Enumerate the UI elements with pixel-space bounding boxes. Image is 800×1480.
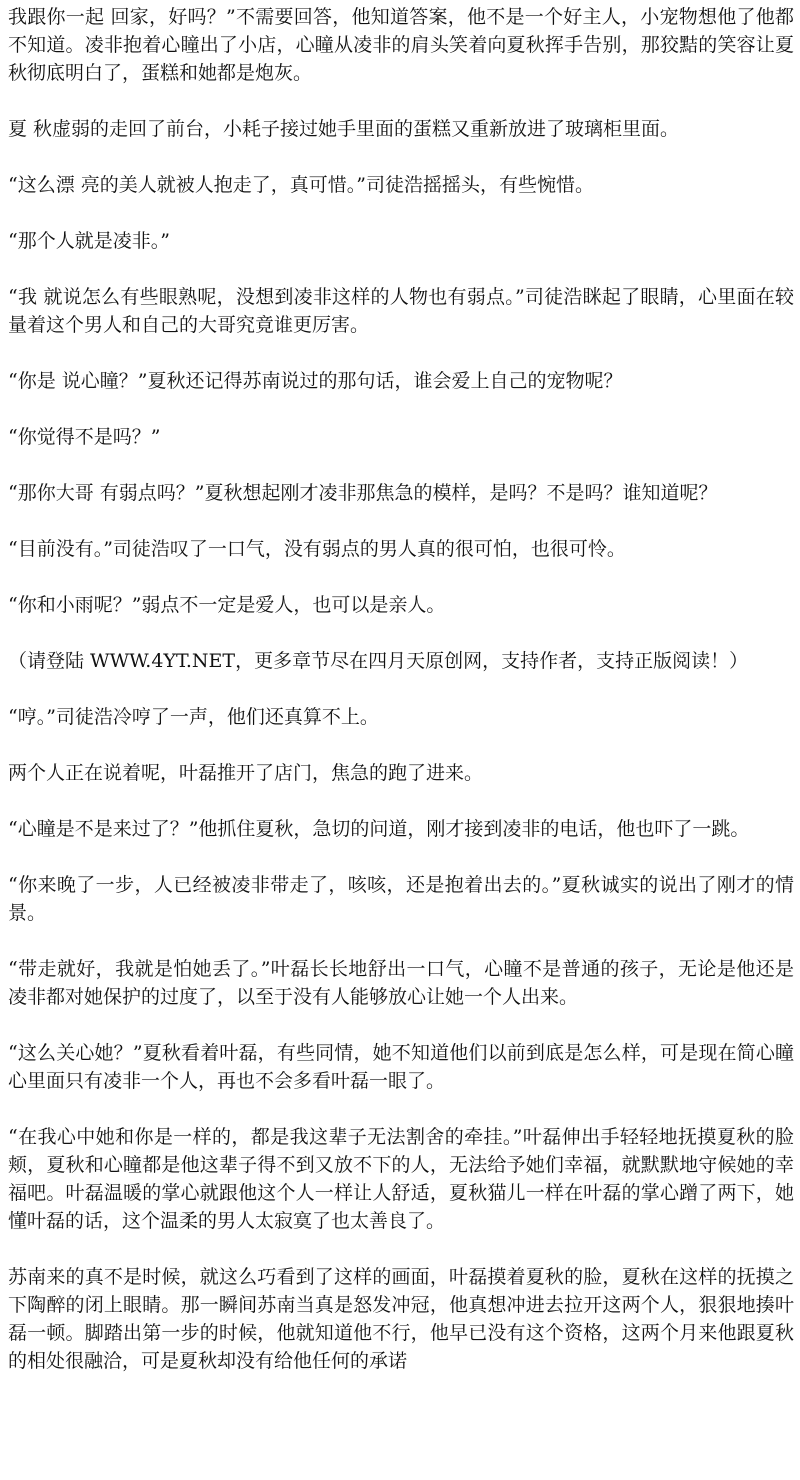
paragraph-13: 两个人正在说着呢，叶磊推开了店门，焦急的跑了进来。	[8, 762, 484, 784]
paragraph-8: “那你大哥 有弱点吗？”夏秋想起刚才凌非那焦急的模样，是吗？不是吗？谁知道呢？	[8, 482, 718, 504]
paragraph-15: “你来晚了一步，人已经被凌非带走了，咳咳，还是抱着出去的。”夏秋诚实的说出了刚才的情景。	[8, 874, 794, 924]
paragraph-2: 夏 秋虚弱的走回了前台，小耗子接过她手里面的蛋糕又重新放进了玻璃柜里面。	[8, 118, 680, 140]
paragraph-1: 我跟你一起 回家，好吗？”不需要回答，他知道答案，他不是一个好主人，小宠物想他了他都不知道。凌非抱着心瞳出了小店，心瞳从凌非的肩头笑着向夏秋挥手告别，那狡黠的笑容让夏秋彻底明白了，蛋糕和她都是炮灰。	[8, 6, 794, 84]
site-notice-paragraph: （请登陆 WWW.4YT.NET，更多章节尽在四月天原创网，支持作者，支持正版阅读！）	[8, 650, 749, 672]
paragraph-7: “你觉得不是吗？”	[8, 426, 161, 448]
paragraph-5: “我 就说怎么有些眼熟呢，没想到凌非这样的人物也有弱点。”司徒浩眯起了眼睛，心里面在较量着这个男人和自己的大哥究竟谁更厉害。	[8, 286, 794, 336]
paragraph-9: “目前没有。”司徒浩叹了一口气，没有弱点的男人真的很可怕，也很可怜。	[8, 538, 626, 560]
paragraph-6: “你是 说心瞳？”夏秋还记得苏南说过的那句话，谁会爱上自己的宠物呢？	[8, 370, 623, 392]
paragraph-4: “那个人就是凌非。”	[8, 230, 170, 252]
paragraph-12: “哼。”司徒浩冷哼了一声，他们还真算不上。	[8, 706, 379, 728]
paragraph-17: “这么关心她？”夏秋看着叶磊，有些同情，她不知道他们以前到底是怎么样，可是现在简心瞳心里面只有凌非一个人，再也不会多看叶磊一眼了。	[8, 1042, 794, 1092]
paragraph-18: “在我心中她和你是一样的，都是我这辈子无法割舍的牵挂。”叶磊伸出手轻轻地抚摸夏秋的脸颊，夏秋和心瞳都是他这辈子得不到又放不下的人，无法给予她们幸福，就默默地守候她的幸福吧。叶磊温暖的掌心就跟他这个人一样让人舒适，夏秋猫儿一样在叶磊的掌心蹭了两下，她懂叶磊的话，这个温柔的男人太寂寞了也太善良了。	[8, 1126, 794, 1232]
paragraph-19: 苏南来的真不是时候，就这么巧看到了这样的画面，叶磊摸着夏秋的脸，夏秋在这样的抚摸之下陶醉的闭上眼睛。那一瞬间苏南当真是怒发冲冠，他真想冲进去拉开这两个人，狠狠地揍叶磊一顿。脚踏出第一步的时候，他就知道他不行，他早已没有这个资格，这两个月来他跟夏秋的相处很融洽，可是夏秋却没有给他任何的承诺	[8, 1266, 794, 1372]
paragraph-16: “带走就好，我就是怕她丢了。”叶磊长长地舒出一口气，心瞳不是普通的孩子，无论是他还是凌非都对她保护的过度了，以至于没有人能够放心让她一个人出来。	[8, 958, 794, 1008]
paragraph-3: “这么漂 亮的美人就被人抱走了，真可惜。”司徒浩摇摇头，有些惋惜。	[8, 174, 594, 196]
paragraph-10: “你和小雨呢？”弱点不一定是爱人，也可以是亲人。	[8, 594, 446, 616]
paragraph-14: “心瞳是不是来过了？”他抓住夏秋，急切的问道，刚才接到凌非的电话，他也吓了一跳。	[8, 818, 750, 840]
